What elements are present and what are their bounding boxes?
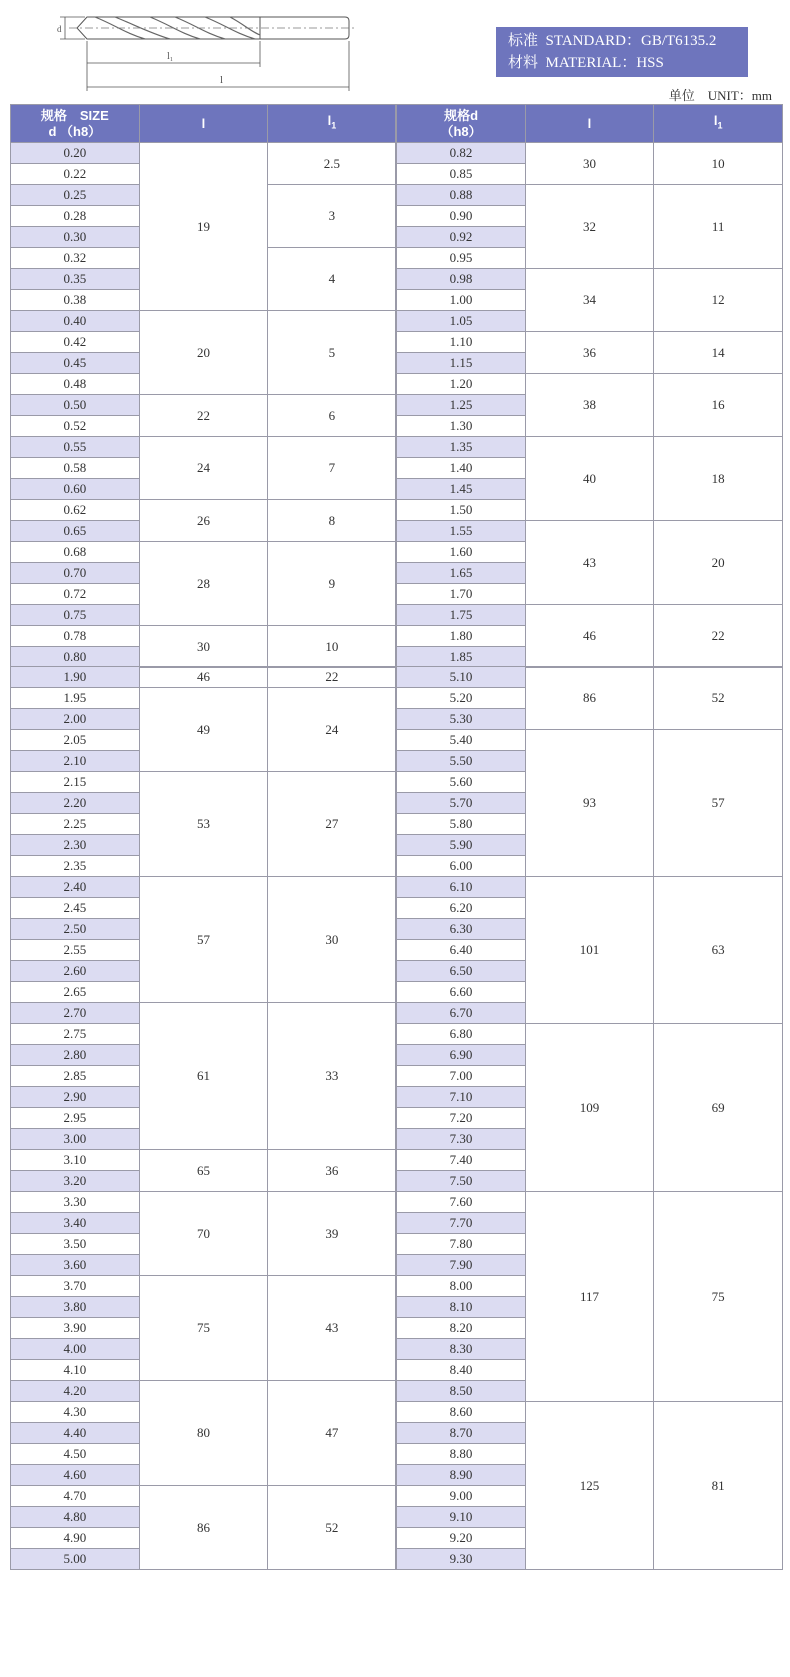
size-d-cell: 0.62 xyxy=(11,500,140,521)
col-header-l1: $l_1$ xyxy=(268,105,397,143)
size-d-cell: 2.00 xyxy=(11,709,140,730)
size-d-cell-2: 1.05 xyxy=(396,311,525,332)
length-l-cell: 46 xyxy=(139,667,268,688)
size-d-cell: 2.05 xyxy=(11,730,140,751)
size-d-cell-2: 1.60 xyxy=(396,542,525,563)
length-l1-cell-2: 69 xyxy=(654,1024,783,1192)
size-d-cell: 0.38 xyxy=(11,290,140,311)
length-l-cell: 57 xyxy=(139,877,268,1003)
size-d-cell: 2.55 xyxy=(11,940,140,961)
length-l1-cell-2: 75 xyxy=(654,1192,783,1402)
standard-line xyxy=(508,30,736,52)
length-l-cell-2: 30 xyxy=(525,143,654,185)
size-d-cell: 4.40 xyxy=(11,1423,140,1444)
length-l-cell-2: 117 xyxy=(525,1192,654,1402)
length-l-cell: 61 xyxy=(139,1003,268,1150)
table-row xyxy=(11,667,783,688)
length-l1-cell: 10 xyxy=(268,626,397,668)
size-d-cell-2: 0.85 xyxy=(396,164,525,185)
size-d-cell-2: 7.60 xyxy=(396,1192,525,1213)
size-d-cell-2: 1.10 xyxy=(396,332,525,353)
size-d-cell: 3.20 xyxy=(11,1171,140,1192)
length-l-cell-2: 34 xyxy=(525,269,654,332)
length-l-cell-2: 40 xyxy=(525,437,654,521)
length-l-cell-2: 46 xyxy=(525,605,654,668)
size-d-cell-2: 5.20 xyxy=(396,688,525,709)
size-d-cell: 0.68 xyxy=(11,542,140,563)
size-d-cell-2: 6.80 xyxy=(396,1024,525,1045)
size-d-cell: 5.00 xyxy=(11,1549,140,1570)
size-d-cell-2: 8.50 xyxy=(396,1381,525,1402)
length-l-cell: 30 xyxy=(139,626,268,668)
size-d-cell-2: 7.40 xyxy=(396,1150,525,1171)
size-d-cell: 0.28 xyxy=(11,206,140,227)
size-d-cell-2: 8.10 xyxy=(396,1297,525,1318)
length-l1-cell: 33 xyxy=(268,1003,397,1150)
length-l1-cell-2: 18 xyxy=(654,437,783,521)
size-d-cell-2: 1.45 xyxy=(396,479,525,500)
col-header-l-2: l xyxy=(525,105,654,143)
size-d-cell: 2.25 xyxy=(11,814,140,835)
size-d-cell: 3.90 xyxy=(11,1318,140,1339)
size-d-cell-2: 0.88 xyxy=(396,185,525,206)
size-d-cell: 0.25 xyxy=(11,185,140,206)
length-l1-cell: 27 xyxy=(268,772,397,877)
size-d-cell: 2.95 xyxy=(11,1108,140,1129)
table-row xyxy=(11,185,783,206)
size-d-cell-2: 5.10 xyxy=(396,667,525,688)
length-l-cell-2: 38 xyxy=(525,374,654,437)
dim-l1 xyxy=(87,41,260,67)
table-row xyxy=(11,877,783,898)
length-l1-cell-2: 11 xyxy=(654,185,783,269)
size-d-cell-2: 0.82 xyxy=(396,143,525,164)
size-d-cell-2: 1.35 xyxy=(396,437,525,458)
size-d-cell-2: 5.60 xyxy=(396,772,525,793)
size-d-cell-2: 6.30 xyxy=(396,919,525,940)
size-d-cell-2: 7.90 xyxy=(396,1255,525,1276)
size-d-cell: 0.72 xyxy=(11,584,140,605)
size-d-cell: 2.15 xyxy=(11,772,140,793)
size-d-cell-2: 5.30 xyxy=(396,709,525,730)
size-d-cell: 2.45 xyxy=(11,898,140,919)
length-l-cell: 65 xyxy=(139,1150,268,1192)
length-l-cell: 26 xyxy=(139,500,268,542)
size-d-cell-2: 5.70 xyxy=(396,793,525,814)
length-l-cell-2: 36 xyxy=(525,332,654,374)
length-l-cell: 49 xyxy=(139,688,268,772)
size-d-cell: 3.00 xyxy=(11,1129,140,1150)
size-d-cell: 4.00 xyxy=(11,1339,140,1360)
size-d-cell-2: 7.50 xyxy=(396,1171,525,1192)
size-d-cell-2: 6.40 xyxy=(396,940,525,961)
length-l1-cell: 9 xyxy=(268,542,397,626)
size-d-cell: 3.70 xyxy=(11,1276,140,1297)
size-d-cell: 0.50 xyxy=(11,395,140,416)
size-d-cell-2: 1.65 xyxy=(396,563,525,584)
col-header-size-2: 规格d （h8） xyxy=(396,105,525,143)
size-d-cell: 0.70 xyxy=(11,563,140,584)
length-l-cell-2: 43 xyxy=(525,521,654,605)
length-l1-cell: 52 xyxy=(268,1486,397,1570)
size-d-cell: 0.60 xyxy=(11,479,140,500)
spec-table-2 xyxy=(10,666,783,1570)
size-d-cell-2: 6.00 xyxy=(396,856,525,877)
length-l-cell: 80 xyxy=(139,1381,268,1486)
material-value: MATERIAL：HSS xyxy=(545,55,664,71)
size-d-cell: 0.45 xyxy=(11,353,140,374)
size-d-cell-2: 8.40 xyxy=(396,1360,525,1381)
size-d-cell-2: 8.80 xyxy=(396,1444,525,1465)
size-d-cell-2: 8.90 xyxy=(396,1465,525,1486)
size-d-cell: 4.30 xyxy=(11,1402,140,1423)
size-d-cell-2: 0.90 xyxy=(396,206,525,227)
size-d-cell-2: 1.75 xyxy=(396,605,525,626)
size-d-cell: 4.80 xyxy=(11,1507,140,1528)
size-d-cell: 0.52 xyxy=(11,416,140,437)
dim-l-label: l xyxy=(220,74,224,86)
size-d-cell-2: 5.40 xyxy=(396,730,525,751)
size-d-cell-2: 7.20 xyxy=(396,1108,525,1129)
size-d-cell-2: 6.70 xyxy=(396,1003,525,1024)
size-d-cell-2: 6.20 xyxy=(396,898,525,919)
length-l-cell: 70 xyxy=(139,1192,268,1276)
size-d-cell-2: 1.30 xyxy=(396,416,525,437)
length-l1-cell: 47 xyxy=(268,1381,397,1486)
size-d-cell: 3.40 xyxy=(11,1213,140,1234)
size-d-cell: 3.60 xyxy=(11,1255,140,1276)
length-l1-cell: 2.5 xyxy=(268,143,397,185)
size-d-cell-2: 1.20 xyxy=(396,374,525,395)
table-row xyxy=(11,437,783,458)
length-l1-cell-2: 52 xyxy=(654,667,783,730)
dim-d-label: d xyxy=(57,24,62,34)
size-d-cell-2: 0.92 xyxy=(396,227,525,248)
size-d-cell: 4.10 xyxy=(11,1360,140,1381)
dim-l1-label: l₁ xyxy=(167,51,174,62)
material-label-cn: 材料 xyxy=(508,55,539,71)
length-l-cell-2: 125 xyxy=(525,1402,654,1570)
size-d-cell: 2.10 xyxy=(11,751,140,772)
size-d-cell-2: 1.85 xyxy=(396,647,525,668)
size-d-cell: 2.40 xyxy=(11,877,140,898)
size-d-cell: 2.90 xyxy=(11,1087,140,1108)
length-l1-cell: 22 xyxy=(268,667,397,688)
length-l1-cell: 43 xyxy=(268,1276,397,1381)
size-d-cell-2: 6.90 xyxy=(396,1045,525,1066)
size-d-cell: 3.80 xyxy=(11,1297,140,1318)
size-d-cell-2: 1.50 xyxy=(396,500,525,521)
length-l-cell: 19 xyxy=(139,143,268,311)
length-l1-cell: 4 xyxy=(268,248,397,311)
length-l1-cell: 24 xyxy=(268,688,397,772)
size-d-cell-2: 1.40 xyxy=(396,458,525,479)
size-d-cell-2: 6.50 xyxy=(396,961,525,982)
length-l1-cell: 5 xyxy=(268,311,397,395)
standard-box xyxy=(496,27,748,77)
size-d-cell-2: 7.00 xyxy=(396,1066,525,1087)
size-d-cell-2: 5.50 xyxy=(396,751,525,772)
size-d-cell: 4.60 xyxy=(11,1465,140,1486)
length-l-cell: 22 xyxy=(139,395,268,437)
size-d-cell-2: 9.10 xyxy=(396,1507,525,1528)
table-row xyxy=(11,269,783,290)
size-d-cell: 0.75 xyxy=(11,605,140,626)
table-row xyxy=(11,1024,783,1045)
size-d-cell: 2.35 xyxy=(11,856,140,877)
table-header-row xyxy=(11,105,783,143)
length-l-cell: 53 xyxy=(139,772,268,877)
length-l-cell-2: 101 xyxy=(525,877,654,1024)
length-l1-cell-2: 57 xyxy=(654,730,783,877)
size-d-cell: 2.60 xyxy=(11,961,140,982)
size-d-cell-2: 1.25 xyxy=(396,395,525,416)
spec-table-1 xyxy=(10,104,783,668)
size-d-cell: 2.50 xyxy=(11,919,140,940)
size-d-cell-2: 8.20 xyxy=(396,1318,525,1339)
size-d-cell-2: 7.30 xyxy=(396,1129,525,1150)
table-row xyxy=(11,1402,783,1423)
unit-label: 单位 UNIT：mm xyxy=(668,88,772,103)
length-l1-cell-2: 14 xyxy=(654,332,783,374)
size-d-cell: 3.10 xyxy=(11,1150,140,1171)
size-d-cell-2: 8.70 xyxy=(396,1423,525,1444)
size-d-cell-2: 7.70 xyxy=(396,1213,525,1234)
length-l-cell: 75 xyxy=(139,1276,268,1381)
table-row xyxy=(11,521,783,542)
size-d-cell: 0.32 xyxy=(11,248,140,269)
size-d-cell-2: 8.30 xyxy=(396,1339,525,1360)
size-d-cell-2: 9.00 xyxy=(396,1486,525,1507)
size-d-cell: 2.85 xyxy=(11,1066,140,1087)
length-l1-cell-2: 12 xyxy=(654,269,783,332)
length-l-cell: 86 xyxy=(139,1486,268,1570)
size-d-cell: 2.80 xyxy=(11,1045,140,1066)
length-l1-cell: 3 xyxy=(268,185,397,248)
size-d-cell: 0.40 xyxy=(11,311,140,332)
length-l1-cell: 36 xyxy=(268,1150,397,1192)
size-d-cell-2: 0.98 xyxy=(396,269,525,290)
length-l-cell-2: 109 xyxy=(525,1024,654,1192)
length-l1-cell: 39 xyxy=(268,1192,397,1276)
length-l1-cell-2: 81 xyxy=(654,1402,783,1570)
table-row xyxy=(11,1192,783,1213)
length-l1-cell: 6 xyxy=(268,395,397,437)
size-d-cell: 0.22 xyxy=(11,164,140,185)
standard-value: STANDARD：GB/T6135.2 xyxy=(545,33,717,49)
size-d-cell: 0.58 xyxy=(11,458,140,479)
length-l1-cell-2: 20 xyxy=(654,521,783,605)
size-d-cell: 4.90 xyxy=(11,1528,140,1549)
size-d-cell-2: 1.00 xyxy=(396,290,525,311)
length-l1-cell: 30 xyxy=(268,877,397,1003)
size-d-cell: 0.42 xyxy=(11,332,140,353)
length-l-cell-2: 86 xyxy=(525,667,654,730)
table-row xyxy=(11,332,783,353)
size-d-cell: 0.80 xyxy=(11,647,140,668)
size-d-cell: 2.75 xyxy=(11,1024,140,1045)
size-d-cell: 0.78 xyxy=(11,626,140,647)
length-l-cell: 24 xyxy=(139,437,268,500)
size-d-cell: 2.20 xyxy=(11,793,140,814)
size-d-cell: 0.55 xyxy=(11,437,140,458)
size-d-cell: 0.20 xyxy=(11,143,140,164)
size-d-cell: 4.50 xyxy=(11,1444,140,1465)
size-d-cell: 1.90 xyxy=(11,667,140,688)
size-d-cell-2: 8.00 xyxy=(396,1276,525,1297)
size-d-cell-2: 7.80 xyxy=(396,1234,525,1255)
size-d-cell: 4.70 xyxy=(11,1486,140,1507)
size-d-cell-2: 8.60 xyxy=(396,1402,525,1423)
size-d-cell-2: 1.80 xyxy=(396,626,525,647)
length-l-cell: 20 xyxy=(139,311,268,395)
size-d-cell-2: 5.80 xyxy=(396,814,525,835)
size-d-cell: 0.48 xyxy=(11,374,140,395)
size-d-cell: 1.95 xyxy=(11,688,140,709)
table-row xyxy=(11,143,783,164)
length-l-cell-2: 93 xyxy=(525,730,654,877)
size-d-cell: 3.50 xyxy=(11,1234,140,1255)
size-d-cell-2: 5.90 xyxy=(396,835,525,856)
drill-drawing xyxy=(55,5,375,95)
dim-l xyxy=(87,41,349,91)
size-d-cell: 0.30 xyxy=(11,227,140,248)
col-header-l1-2: $l_1$ xyxy=(654,105,783,143)
size-d-cell-2: 0.95 xyxy=(396,248,525,269)
table-row xyxy=(11,374,783,395)
size-d-cell-2: 6.60 xyxy=(396,982,525,1003)
size-d-cell-2: 1.55 xyxy=(396,521,525,542)
length-l1-cell-2: 63 xyxy=(654,877,783,1024)
size-d-cell-2: 9.20 xyxy=(396,1528,525,1549)
col-header-size: 规格 SIZE d （h8） xyxy=(11,105,140,143)
size-d-cell-2: 1.70 xyxy=(396,584,525,605)
size-d-cell: 0.35 xyxy=(11,269,140,290)
size-d-cell-2: 7.10 xyxy=(396,1087,525,1108)
material-line xyxy=(508,52,736,74)
size-d-cell: 2.65 xyxy=(11,982,140,1003)
length-l1-cell-2: 10 xyxy=(654,143,783,185)
table-row xyxy=(11,730,783,751)
length-l-cell: 28 xyxy=(139,542,268,626)
size-d-cell-2: 1.15 xyxy=(396,353,525,374)
length-l1-cell-2: 16 xyxy=(654,374,783,437)
length-l1-cell: 7 xyxy=(268,437,397,500)
size-d-cell: 3.30 xyxy=(11,1192,140,1213)
size-d-cell-2: 6.10 xyxy=(396,877,525,898)
size-d-cell-2: 9.30 xyxy=(396,1549,525,1570)
size-d-cell: 2.30 xyxy=(11,835,140,856)
size-d-cell: 0.65 xyxy=(11,521,140,542)
length-l1-cell-2: 22 xyxy=(654,605,783,668)
length-l-cell-2: 32 xyxy=(525,185,654,269)
size-d-cell: 2.70 xyxy=(11,1003,140,1024)
table-row xyxy=(11,605,783,626)
col-header-l: l xyxy=(139,105,268,143)
size-d-cell: 4.20 xyxy=(11,1381,140,1402)
standard-label-cn: 标准 xyxy=(508,33,539,49)
length-l1-cell: 8 xyxy=(268,500,397,542)
